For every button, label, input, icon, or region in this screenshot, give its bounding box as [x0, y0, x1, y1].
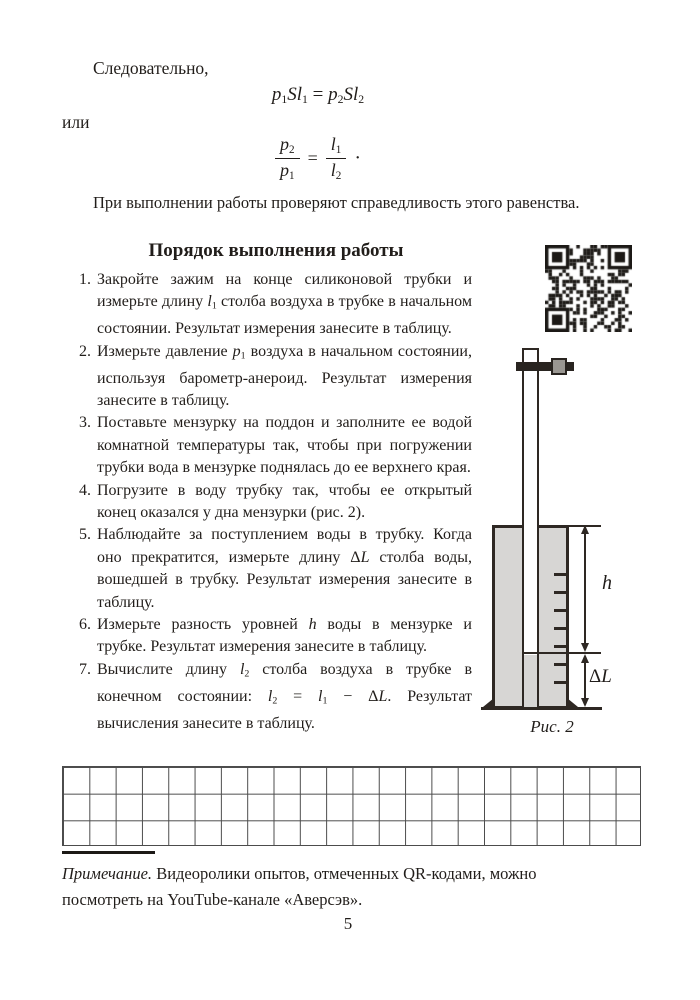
step-text: Вычислите длину $l_2$ столба воздуха в трубке в конечном состоянии: $l_2 = l_1 - \Delta L$. Результат вычисления занесите в таблицу.	[97, 660, 473, 732]
step-item	[62, 412, 472, 479]
footnote	[62, 861, 610, 913]
step-item	[62, 480, 472, 525]
figure-caption: Рис. 2	[530, 717, 574, 736]
equals-sign: =	[307, 147, 318, 168]
step-item	[62, 614, 472, 659]
water-in-tube	[524, 655, 537, 708]
step-item	[62, 269, 472, 341]
step-item	[62, 524, 472, 614]
step-number: 1.	[79, 271, 91, 288]
step-text: Закройте зажим на конце силиконовой трубки и измерьте длину $l_1$ столба воздуха в трубке в начальном состоянии. Результат измерения занесите в таблицу.	[97, 271, 473, 338]
footnote-lead: Примечание.	[62, 864, 153, 883]
scale-tick	[554, 645, 566, 648]
glass-tube	[522, 348, 539, 708]
procedure-title: Порядок выполнения работы	[148, 240, 404, 261]
base-line	[481, 707, 602, 710]
scale-tick	[554, 627, 566, 630]
formula-ratio	[62, 134, 574, 182]
formula-boyle-law: $p_1Sl_1 = p_2Sl_2$	[271, 84, 365, 106]
or-word: или	[62, 112, 90, 132]
step-text: Измерьте разность уровней h воды в мензурке и трубке. Результат измерения занесите в таблицу.	[97, 616, 472, 656]
step-item	[62, 659, 472, 735]
arrow-down-icon	[581, 643, 589, 652]
scale-tick	[554, 663, 566, 666]
step-list	[62, 269, 472, 735]
step-text: Погрузите в воду трубку так, чтобы ее открытый конец оказался у дна мензурки (рис. 2).	[97, 481, 472, 521]
scale-tick	[554, 609, 566, 612]
dimension-line-dl	[584, 657, 586, 701]
intro-paragraph: При выполнении работы проверяют справедливость этого равенства.	[93, 193, 580, 212]
step-number: 5.	[79, 526, 91, 544]
step-number: 2.	[79, 342, 91, 360]
intro-lead: Следовательно,	[93, 58, 209, 78]
step-number: 4.	[79, 481, 91, 499]
step-number: 7.	[79, 660, 91, 678]
step-number: 3.	[79, 414, 91, 432]
arrow-down-icon	[581, 698, 589, 707]
water-level-line	[524, 652, 601, 654]
step-text: Измерьте давление $p_1$ воздуха в начальном состоянии, используя барометр-анероид. Результат измерения занесите в таблицу.	[97, 342, 472, 409]
label-delta-l: Δ L	[589, 666, 612, 687]
formula-end-dot: ·	[354, 146, 361, 169]
arrow-up-icon	[581, 654, 589, 663]
dimension-line-h	[584, 527, 586, 647]
step-item	[62, 341, 472, 413]
arrow-up-icon	[581, 525, 589, 534]
scale-tick	[554, 573, 566, 576]
qr-code-icon	[545, 245, 632, 332]
footnote-text: Видеоролики опытов, отмеченных QR-кодами, можно посмотреть на YouTube-канале «Аверсэв».	[62, 864, 537, 909]
step-text: Наблюдайте за поступлением воды в трубку. Когда оно прекратится, измерьте длину ΔL столба воды, вошедшей в трубку. Результат измерения занесите в таблицу.	[97, 526, 472, 611]
step-number: 6.	[79, 616, 91, 634]
scale-tick	[554, 681, 566, 684]
fraction-pressures: $\frac{p_2}{p_1}$	[275, 134, 300, 182]
figure: h Δ L Рис. 2	[478, 344, 654, 744]
footnote-rule	[62, 851, 155, 854]
page-number: 5	[343, 914, 353, 933]
fraction-lengths: $\frac{l_1}{l_2}$	[326, 134, 347, 182]
scale-tick	[554, 591, 566, 594]
answer-grid	[62, 766, 641, 846]
step-text: Поставьте мензурку на поддон и заполните ее водой комнатной температуры так, чтобы при погружении трубки вода в мензурке поднялась до ее верхнего края.	[97, 414, 472, 477]
clamp-screw-icon	[551, 358, 567, 375]
